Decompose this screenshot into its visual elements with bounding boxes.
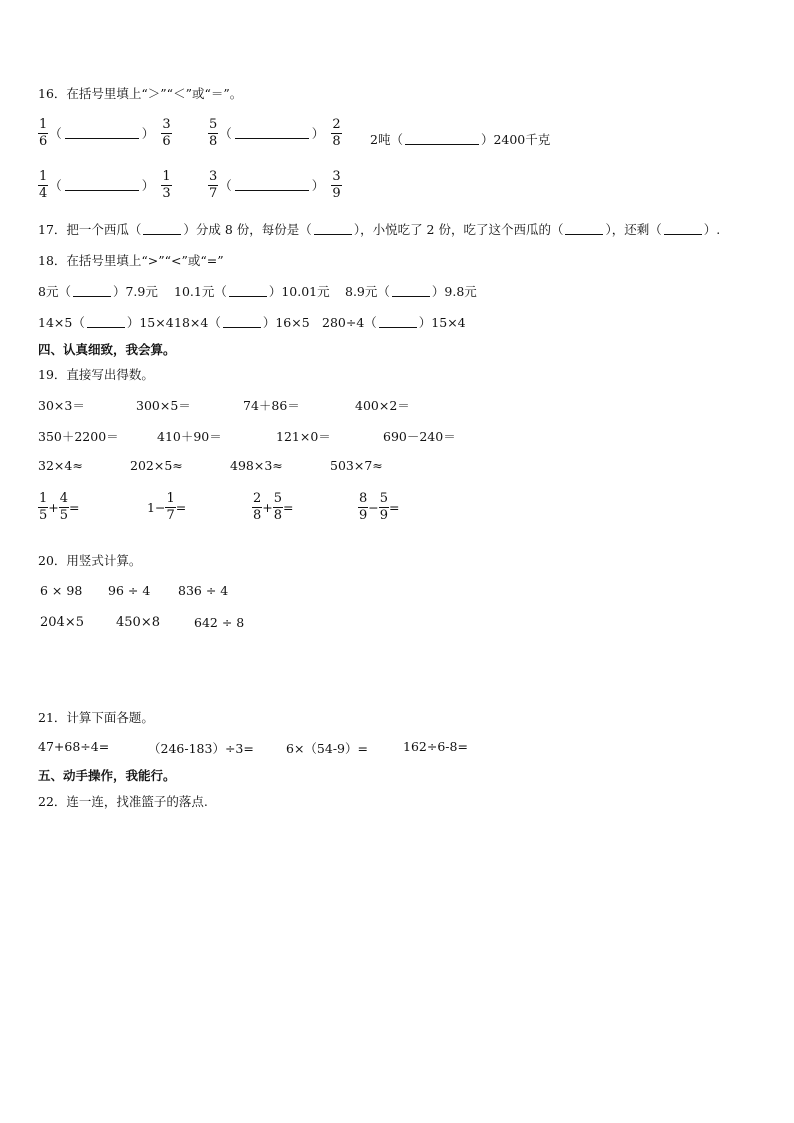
fraction: $\frac{8}{9}$ (359, 491, 368, 523)
q19-title: 19．直接写出得数。 (38, 367, 154, 382)
fraction: $\frac{2}{8}$ (332, 117, 341, 149)
q19-expr: 300×5＝ (136, 398, 191, 413)
q16-item-5: $\frac{3}{7}$ （ ） $\frac{3}{9}$ (209, 169, 341, 201)
answer-blank[interactable] (65, 180, 139, 191)
fraction: $\frac{4}{5}$ (59, 491, 69, 523)
section-5-heading: 五、动手操作，我能行。 (38, 768, 176, 783)
q18-item: 14×5（ ）15×4 (38, 315, 174, 330)
section-4-heading: 四、认真细致，我会算。 (38, 342, 176, 357)
q19-expr: 121×0＝ (276, 429, 331, 444)
answer-blank[interactable] (235, 128, 309, 139)
answer-blank[interactable] (235, 180, 309, 191)
q18-title: 18．在括号里填上“>”“<”或“=” (38, 253, 224, 268)
q16-item-1: $\frac{1}{6}$ （ ） $\frac{3}{6}$ (39, 117, 171, 149)
q21-expr: （246-183）÷3= (148, 741, 254, 756)
answer-blank[interactable] (65, 128, 139, 139)
answer-blank[interactable] (392, 286, 430, 297)
fraction: $\frac{5}{8}$ (209, 117, 218, 149)
answer-blank[interactable] (664, 224, 702, 235)
q21-expr: 162÷6-8= (403, 739, 468, 754)
fraction: $\frac{3}{9}$ (332, 169, 341, 201)
q18-item: 10.1元（ ）10.01元 (174, 284, 330, 299)
answer-blank[interactable] (565, 224, 603, 235)
q20-expr: 204×5 (40, 615, 84, 630)
q18-item: 8.9元（ ）9.8元 (345, 284, 477, 299)
answer-blank[interactable] (229, 286, 267, 297)
q21-title: 21．计算下面各题。 (38, 710, 154, 725)
q20-expr: 6 × 98 (40, 583, 83, 598)
q16-item-4: $\frac{1}{4}$ （ ） $\frac{1}{3}$ (39, 169, 171, 201)
q19-expr: 32×4≈ (38, 458, 83, 473)
q19-expr: 202×5≈ (130, 458, 183, 473)
q19-expr: 350＋2200＝ (38, 429, 119, 444)
q19-expr: 74＋86＝ (243, 398, 300, 413)
fraction: $\frac{2}{8}$ (253, 491, 262, 523)
q21-expr: 6×（54-9）= (286, 741, 368, 756)
q20-title: 20．用竖式计算。 (38, 553, 142, 568)
q20-expr: 96 ÷ 4 (108, 583, 151, 598)
q17-line: 17．把一个西瓜（ ）分成 8 份，每份是（ ），小悦吃了 2 份，吃了这个西瓜的（ ），还剩（ ）. (38, 222, 721, 237)
answer-blank[interactable] (379, 317, 417, 328)
q22-title: 22．连一连，找准篮子的落点. (38, 794, 208, 809)
q19-expr: 410＋90＝ (157, 429, 222, 444)
fraction: $\frac{1}{5}$ (39, 491, 48, 523)
q19-expr: 690－240＝ (383, 429, 456, 444)
q19-fraction-expr: 1− $\frac{1}{7}$ = (147, 491, 187, 523)
q19-fraction-expr: $\frac{1}{5}$ + $\frac{4}{5}$ = (39, 491, 80, 523)
answer-blank[interactable] (87, 317, 125, 328)
q20-expr: 450×8 (116, 615, 160, 630)
q18-item: 8元（ ）7.9元 (38, 284, 158, 299)
q19-expr: 400×2＝ (355, 398, 410, 413)
answer-blank[interactable] (73, 286, 111, 297)
fraction: $\frac{1}{7}$ (166, 491, 175, 523)
fraction: $\frac{1}{4}$ (39, 169, 48, 201)
q20-expr: 836 ÷ 4 (178, 583, 229, 598)
q19-expr: 503×7≈ (330, 458, 383, 473)
q16-item-2: $\frac{5}{8}$ （ ） $\frac{2}{8}$ (209, 117, 341, 149)
q21-expr: 47+68÷4= (38, 739, 110, 754)
fraction: $\frac{5}{9}$ (379, 491, 389, 523)
fraction: $\frac{1}{6}$ (39, 117, 48, 149)
answer-blank[interactable] (143, 224, 181, 235)
q19-expr: 30×3＝ (38, 398, 85, 413)
fraction: $\frac{3}{7}$ (209, 169, 218, 201)
q20-expr: 642 ÷ 8 (194, 615, 245, 630)
q19-fraction-expr: $\frac{2}{8}$ + $\frac{5}{8}$ = (253, 491, 294, 523)
q19-expr: 498×3≈ (230, 458, 283, 473)
answer-blank[interactable] (314, 224, 352, 235)
fraction: $\frac{5}{8}$ (273, 491, 283, 523)
q19-fraction-expr: $\frac{8}{9}$ − $\frac{5}{9}$ = (359, 491, 400, 523)
answer-blank[interactable] (223, 317, 261, 328)
q18-item: 280÷4（ ）15×4 (322, 315, 466, 330)
q16-title: 16．在括号里填上“＞”“＜”或“＝”。 (38, 86, 243, 101)
fraction: $\frac{3}{6}$ (162, 117, 171, 149)
q16-item-3: 2吨（ ）2400千克 (370, 132, 551, 147)
fraction: $\frac{1}{3}$ (162, 169, 171, 201)
q18-item: 18×4（ ）16×5 (174, 315, 310, 330)
answer-blank[interactable] (405, 134, 479, 145)
